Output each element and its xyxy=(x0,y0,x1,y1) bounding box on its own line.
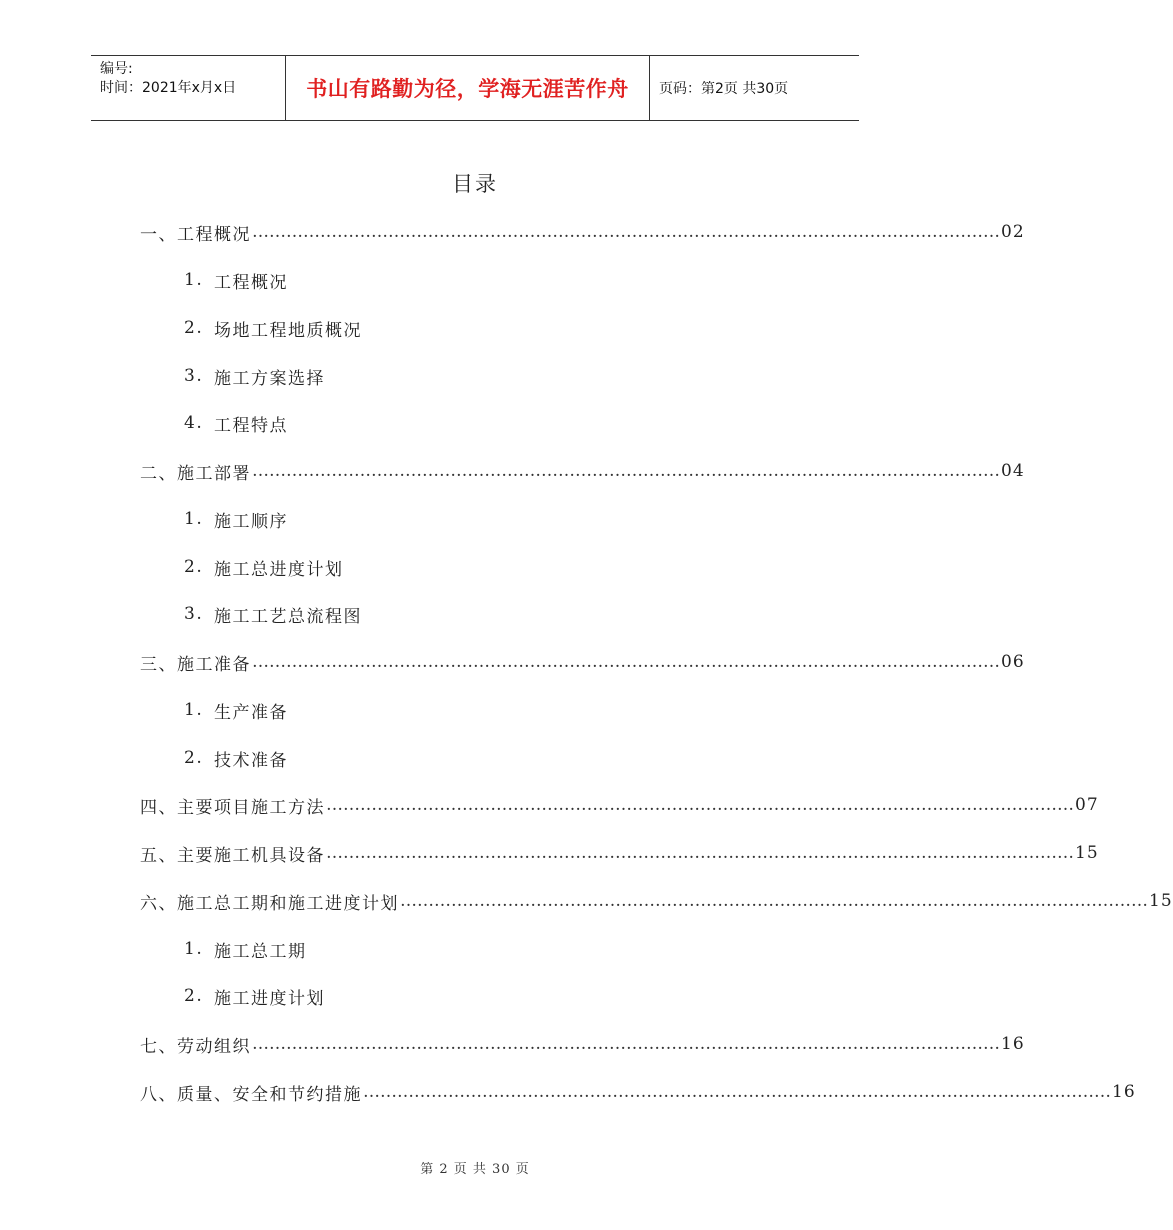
toc-entry-number: 三、 xyxy=(140,654,177,675)
toc-entry-number: 七、 xyxy=(140,1036,177,1057)
toc-leader-dots: …………………………………………………………………………………………………………………… xyxy=(252,1034,1000,1054)
toc-entry-number: 四、 xyxy=(140,797,177,818)
toc-entry[interactable] xyxy=(140,839,1099,867)
toc-entry[interactable] xyxy=(140,887,1173,915)
toc-subentry[interactable] xyxy=(184,553,344,581)
toc-subentry[interactable] xyxy=(184,600,362,628)
page-footer: 第 2 页 共 30 页 xyxy=(420,1162,530,1177)
toc-subentry-number: 2. xyxy=(184,557,204,577)
code-label: 编号: xyxy=(100,61,133,77)
toc-subentry-label: 施工总工期 xyxy=(214,941,307,962)
toc-subentry[interactable] xyxy=(184,409,288,437)
page-header xyxy=(91,55,859,121)
toc-entry-label: 主要施工机具设备 xyxy=(177,845,325,866)
toc-subentry[interactable] xyxy=(184,505,288,533)
toc-subentry-label: 工程特点 xyxy=(214,415,288,436)
toc-subentry-label: 施工总进度计划 xyxy=(214,559,344,580)
toc-entry-page: 06 xyxy=(1001,652,1025,672)
toc-entry-label: 劳动组织 xyxy=(177,1036,251,1057)
toc-subentry-number: 3. xyxy=(184,604,204,624)
toc-subentry[interactable] xyxy=(184,696,288,724)
toc-subentry-number: 2. xyxy=(184,748,204,768)
toc-subentry-label: 技术准备 xyxy=(214,750,288,771)
toc-entry-page: 16 xyxy=(1112,1082,1136,1102)
toc-entry-number: 八、 xyxy=(140,1084,177,1105)
header-motto: 书山有路勤为径，学海无涯苦作舟 xyxy=(286,56,650,120)
toc-entry-number: 五、 xyxy=(140,845,177,866)
toc-subentry-number: 1. xyxy=(184,700,204,720)
toc-subentry-number: 4. xyxy=(184,413,204,433)
toc-entry-page: 04 xyxy=(1001,461,1025,481)
toc-entry-label: 质量、安全和节约措施 xyxy=(177,1084,362,1105)
toc-entry-page: 16 xyxy=(1001,1034,1025,1054)
header-meta xyxy=(91,56,286,120)
toc-leader-dots: …………………………………………………………………………………………………………………… xyxy=(252,222,1000,242)
toc-entry[interactable] xyxy=(140,1078,1136,1106)
toc-entry-label: 施工准备 xyxy=(177,654,251,675)
toc-leader-dots: …………………………………………………………………………………………………………………… xyxy=(400,891,1148,911)
toc-entry-page: 15 xyxy=(1149,891,1173,911)
toc-entry-number: 一、 xyxy=(140,224,177,245)
toc-entry-label: 施工总工期和施工进度计划 xyxy=(177,893,399,914)
toc-subentry-label: 施工工艺总流程图 xyxy=(214,606,362,627)
toc-entry-label: 工程概况 xyxy=(177,224,251,245)
toc-subentry-number: 2. xyxy=(184,318,204,338)
toc-entry[interactable] xyxy=(140,218,1025,246)
toc-entry-page: 07 xyxy=(1075,795,1099,815)
toc-subentry-label: 场地工程地质概况 xyxy=(214,320,362,341)
toc-subentry-number: 1. xyxy=(184,509,204,529)
toc-leader-dots: …………………………………………………………………………………………………………………… xyxy=(252,652,1000,672)
toc-subentry-number: 2. xyxy=(184,986,204,1006)
toc-subentry[interactable] xyxy=(184,314,362,342)
toc-subentry-number: 3. xyxy=(184,366,204,386)
toc-leader-dots: …………………………………………………………………………………………………………………… xyxy=(252,461,1000,481)
toc-subentry-label: 施工进度计划 xyxy=(214,988,325,1009)
toc-subentry-label: 施工顺序 xyxy=(214,511,288,532)
toc-subentry[interactable] xyxy=(184,362,325,390)
toc-subentry[interactable] xyxy=(184,982,325,1010)
toc-subentry[interactable] xyxy=(184,935,307,963)
toc-subentry-number: 1. xyxy=(184,270,204,290)
toc-entry[interactable] xyxy=(140,791,1099,819)
header-page-info: 页码：第2页 共30页 xyxy=(659,81,789,97)
toc-leader-dots: …………………………………………………………………………………………………………………… xyxy=(326,795,1074,815)
time-label: 时间：2021年x月x日 xyxy=(100,80,237,96)
toc-entry-number: 六、 xyxy=(140,893,177,914)
toc-entry[interactable] xyxy=(140,1030,1025,1058)
toc-entry-label: 主要项目施工方法 xyxy=(177,797,325,818)
toc-entry-label: 施工部署 xyxy=(177,463,251,484)
toc-title: 目录 xyxy=(452,172,498,196)
toc-subentry-number: 1. xyxy=(184,939,204,959)
toc-entry-page: 15 xyxy=(1075,843,1099,863)
toc-subentry[interactable] xyxy=(184,266,288,294)
toc-entry-page: 02 xyxy=(1001,222,1025,242)
toc-entry[interactable] xyxy=(140,648,1025,676)
toc-leader-dots: …………………………………………………………………………………………………………………… xyxy=(363,1082,1111,1102)
toc-subentry-label: 生产准备 xyxy=(214,702,288,723)
toc-subentry[interactable] xyxy=(184,744,288,772)
toc-subentry-label: 工程概况 xyxy=(214,272,288,293)
toc-leader-dots: …………………………………………………………………………………………………………………… xyxy=(326,843,1074,863)
toc-subentry-label: 施工方案选择 xyxy=(214,368,325,389)
toc-entry[interactable] xyxy=(140,457,1025,485)
toc-entry-number: 二、 xyxy=(140,463,177,484)
